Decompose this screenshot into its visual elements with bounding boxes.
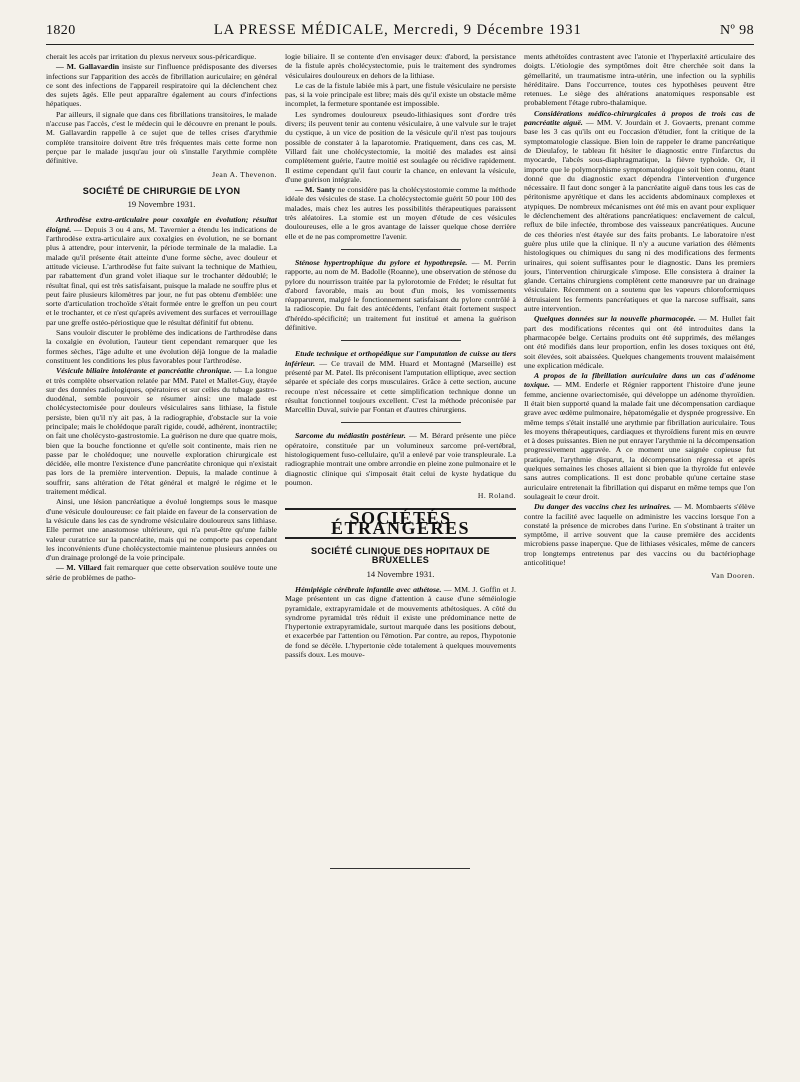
- section-date: 14 Novembre 1931.: [366, 568, 435, 579]
- paragraph-text: ne considère pas la cholécystostomie comme la méthode idéale des vésicules de stase. La cholécystectomie guérit 50 pour 100 des malades, mais chez les autres les possibilités thérapeutiques paraissent très aléatoires. La stomie est un moyen d'étude de ces vésicules douloureuses, elle a le gros avantage de laisser quelque chose derrière elle et de ne pas compromettre l'avenir.: [285, 185, 516, 241]
- article-text: — MM. V. Jourdain et J. Govaerts, prenant comme base les 3 cas qu'ils ont eu l'occasion d'étudier, font la critique de la symptomatologie classique. Bien loin de rappeler le drame pancréatique de Dieulafoy, le tableau fit hésiter le diagnostic entre l'infarctus du myocarde, l'abcès sous-diaphragmatique, la fièvre typhoïde. Or, il importe que le polymorphisme symptomatologique soit bien connu, étant donné que du diagnostic exact dépendra l'intervention d'urgence nécessaire. Il faut donc songer à la pancréatite aiguë dans tous les cas de péritonisme apyrétique et dans les accidents abdominaux complexes et atypiques. De nombreux mécanismes ont été mis en avant pour expliquer le déclenchement des altérations pancréatiques: enclavement de calcul, reflux de bile infectée, thrombose des vaisseaux pancréatiques. Aucune de ces théories n'est étayée sur des faits probants. Le laboratoire n'est guère plus utile que la clinique. Il n'y a aucune variation des éléments histologiques ou chimiques du sang ni des modifications des ferments urinaires, qui soient suffisantes pour le diagnostic. Dans les premiers jours, l'intervention chirurgicale s'impose. Elle consistera à drainer la glande. Certains chirurgiens complètent cette manœuvre par un drainage vésiculaire. Récemment on a soutenu que les vapeurs chloroformiques détruisaient les ferments pancréatiques et que la narcose suffisait, sans autre intervention.: [524, 118, 755, 314]
- paragraph: Le cas de la fistule labiée mis à part, une fistule vésiculaire ne persiste pas, si la voie principale est libre; mais dès qu'il existe un obstacle même incomplet, la fermeture spontanée est impossible.: [285, 80, 516, 109]
- paragraph: Par ailleurs, il signale que dans ces fibrillations transitoires, le malade n'accuse pas l'accès, c'est le médecin qui le découvre en prenant le pouls. M. Gallavardin rappelle à ce sujet que de telles crises d'arythmie complète transitoire doivent être très fréquentes mais cette forme non perçue par le malade jusqu'au jour où s'installe l'arythmie complète définitive.: [46, 109, 277, 166]
- article-title: Etude technique et orthopédique sur l'amputation de cuisse au tiers inférieur.: [285, 349, 516, 368]
- article-title: Arthrodèse extra-articulaire pour coxalgie en évolution; résultat éloigné.: [46, 215, 277, 234]
- article: [285, 349, 516, 414]
- article-text: — Ce travail de MM. Huard et Montagné (Marseille) est présenté par M. Patel. Ils préconisent l'amputation elliptique, avec section séparée et spéciale des corps musculaires. Grâce à cette section, aucune recoupe n'est nécessaire et cette simplification technique donne un résultat fonctionnel toujours excellent. C'est la méthode préconisée par Marcellin Duval, suivie par Fontan et d'autres chirurgiens.: [285, 358, 516, 415]
- section-title: SOCIÉTÉ CLINIQUE DES HOPITAUX DE BRUXELLES: [311, 546, 490, 566]
- paragraph: [46, 62, 277, 108]
- journal-title: LA PRESSE MÉDICALE, Mercredi, 9 Décembre 1931: [213, 22, 582, 38]
- article: [524, 314, 755, 370]
- separator: [341, 249, 461, 250]
- article: [524, 109, 755, 314]
- section-banner: SOCIÉTÉS ÉTRANGÈRES: [285, 508, 516, 539]
- article: [285, 585, 516, 659]
- paragraph: ments athétoïdes contrastent avec l'atonie et l'hyperlaxité articulaire des doigts. L'étiologie des symptômes doit être cherchée soit dans la gémellarité, un traumatisme intra-utérin, une infection ou la syphilis héréditaire. Dans l'occurrence, toutes ces hypothèses peuvent être retenues. Le siège des altérations anatomiques responsable est probablement l'étage rubro-thalamique.: [524, 52, 755, 108]
- article-text: — MM. Enderle et Régnier rapportent l'histoire d'une jeune femme, ancienne ovariectomisée, qui développe un adénome thyroïdien. Il était bien supporté quand la malade fait une décompensation cardiaque grave avec œdème pulmonaire, hépatomégalie et dyspnée progressive. En même temps s'était installé une arythmie par fibrillation auriculaire. Tous les moyens thérapeutiques, cardiaques et thyroïdiens furent mis en œuvre et à doses puissantes. Bien ne put enrayer l'arythmie ni la décompensation progressivement aggravée. A ce moment une saignée copieuse fut pratiquée, l'arythmie disparut, la décompensation régressa et après quelques semaines les choses allaient si bien que la thyroïde fut enlevée sans autres complications. Il est donc probable qu'une certaine stase auriculaire entretenait la fibrillation qui disparut en même temps que l'on soulageait le cœur droit.: [524, 380, 755, 501]
- article-title: Considérations médico-chirurgicales à propos de trois cas de pancréatite aiguë.: [524, 108, 755, 128]
- paragraph: Sans vouloir discuter le problème des indications de l'arthrodèse dans la coxalgie en évolution, l'auteur tient cependant remarquer que les formes sèches, l'âge adulte et une évolution déjà longue de la maladie constituent les conditions les plus favorables pour l'arthrodèse.: [46, 328, 277, 365]
- article: [524, 502, 755, 567]
- speaker-name: — M. Gallavardin: [56, 62, 120, 72]
- column-1: [46, 52, 277, 857]
- paragraph: [285, 185, 516, 241]
- paragraph: Les syndromes douloureux pseudo-lithiasiques sont d'ordre très divers; ils peuvent tenir au contenu vésiculaire, à une valvule sur le trajet du cystique, à un vice de position de la vésicule qu'il n'est pas toujours possible de constater à la laparotomie. Pratiquement, dans ces cas, M. Villard fait une cholécystectomie, la moitié des malades est ainsi complètement guérie, l'autre moitié est soulagée ou récidive rapidement. Il estime cependant qu'il faut courir la chance, en enlevant la vésicule, d'une guérison intégrale.: [285, 109, 516, 184]
- article-title: Quelques données sur la nouvelle pharmacopée.: [534, 314, 696, 324]
- article-text: — MM. J. Goffin et J. Mage présentent un cas digne d'attention à cause d'une séméiologie pyramidale, extrapyramidale et de mouvements athétosiques. A côté du syndrome pyramidal très réduit il existe une prédominance nette de l'hypertonie extrapyramidale, surtout marquée dans les positions debout, et exacerbée par l'attention ou l'émotion. Par contre, au repos, l'hypotonie de fond se décèle. L'hypertonie cède totalement à quelques mouvements passifs doux. Les mouve-: [285, 584, 516, 660]
- separator: [341, 422, 461, 423]
- columns: [46, 52, 756, 857]
- paragraph: cherait les accès par irritation du plexus nerveux sous-péricardique.: [46, 52, 257, 61]
- page-header: [46, 22, 754, 42]
- column-3: [524, 52, 755, 857]
- paragraph: [46, 563, 277, 582]
- page-number: 1820: [46, 23, 76, 38]
- article-title: Vésicule biliaire intolérante et pancréatite chronique.: [56, 366, 232, 376]
- article-title: Sarcome du médiastin postérieur.: [295, 431, 406, 441]
- article: [285, 258, 516, 332]
- article-title: Du danger des vaccins chez les urinaires.: [534, 502, 672, 512]
- article: [285, 431, 516, 487]
- article-text: — La longue et très complète observation relatée par MM. Patel et Mallet-Guy, étayée sur des données radiologiques, opératoires et sur celles du tubage gastro-duodénal, semble pouvoir se résumer ainsi: une malade est cholécystectomisée pour douleurs vésiculaires sans lithiase, la fistule persiste, bien qu'il n'y ait pas, à la radiographie, d'obstacle sur la voie principale; mais le cholédoque paraît rigide, coudé, adhérent, inontractile; on fait une cholécysto-gastrostomie. La guérison ne dure que quatre mois, bien que la bouche fonctionne et qu'elle soit continente, mais rien ne passe par le cholédoque; une nouvelle exploration chirurgicale est décidée, elle montre l'existence d'une pancréatite chronique qui n'existait pas lors de la première intervention. Depuis, la malade continue à souffrir, sans altération de l'état général et malgré le régime et le traitement médical.: [46, 366, 277, 497]
- paragraph: Ainsi, une lésion pancréatique a évolué longtemps sous le masque d'une vésicule douloureuse: ce fait plaide en faveur de la conservation de la vésicule dans les cas de syndrome vésiculaire douloureux sans lithiase. Elle permet une anastomose ultérieure, qui n'a peut-être qu'une faible valeur curatrice sur la pancréatite, mais qui ne comporte pas cependant les inconvénients d'une cholécystectomie maintenue plusieurs années ou d'un drainage prolongé de la voie principale.: [46, 497, 277, 563]
- paragraph: logie biliaire. Il se contente d'en envisager deux: d'abord, la persistance de la fistule après cholécystectomie, puis le traitement des syndromes vésiculaires douloureux en dehors de la lithiase.: [285, 52, 516, 80]
- header-rule: [46, 44, 754, 45]
- section-title: SOCIÉTÉ DE CHIRURGIE DE LYON: [82, 185, 241, 196]
- paragraph-text: insiste sur l'influence prédisposante des diverses infections sur l'apparition des accès de fibrillation auriculaire; en général ce sont des infections de l'appareil respiratoire qui la déclenchent chez des sujets âgés. Elle peut apparaître également au cours d'infections hépatiques.: [46, 62, 277, 109]
- article: [524, 371, 755, 501]
- section-date: 19 Novembre 1931.: [127, 199, 196, 210]
- speaker-name: — M. Santy: [295, 185, 336, 195]
- speaker-name: — M. Villard: [56, 563, 102, 573]
- article-text: — M. Mombaerts s'élève contre la facilité avec laquelle on administre les vaccins lorsque l'on a constaté la présence de microbes dans l'urine. En s'obstinant à traiter un symptôme, il arrive souvent que la cause première des accidents microbiens passe inaperçue. Que de lithiases vésicales, même de cancers trop longtemps entretenus par des vaccins ou du bactériophage anticolitique!: [524, 502, 755, 568]
- article-title: A propos de la fibrillation auriculaire dans un cas d'adénome toxique.: [524, 371, 755, 390]
- separator: [341, 340, 461, 341]
- end-rule: [330, 868, 470, 869]
- author-signature: H. Roland.: [477, 491, 516, 501]
- article-title: Sténose hypertrophique du pylore et hypothrepsie.: [295, 257, 468, 267]
- author-signature: Van Dooren.: [711, 571, 755, 581]
- article-text: — M. Hullet fait part des modifications récentes qui ont été introduites dans la pharmacopée belge. Certains produits ont été supprimés, des mélanges ont été modifiés dans leur proportion, enfin les doses toxiques ont été, soit élevées, soit abaissées. Quelques changements trouvent malaisément une explication médicale.: [524, 314, 755, 370]
- paragraph-text: fait remarquer que cette observation soulève toute une série de problèmes de patho-: [46, 563, 277, 582]
- article-text: — M. Perrin rapporte, au nom de M. Badolle (Roanne), une observation de sténose du pylore du nourrisson traitée par la pylorotomie de Frédet; le résultat fut d'abord favorable, mais au bout d'un mois, les vomissements réapparurent, malgré le fonctionnement satisfaisant du pylore contrôlé à la radioscopie. Du fait des antécédents, l'enfant était fortement suspect d'hérédo-spécificité; un traitement fut institué et amena la guérison définitive.: [285, 257, 516, 333]
- issue-number: Nº 98: [720, 23, 754, 38]
- column-2: [285, 52, 516, 857]
- article-title: Hémiplégie cérébrale infantile avec athétose.: [295, 584, 442, 594]
- author-signature: Jean A. Thevenon.: [212, 169, 277, 179]
- article: [46, 215, 277, 327]
- article-text: — Depuis 3 ou 4 ans, M. Tavernier a étendu les indications de l'arthrodèse extra-articulaire aux coxalgies en évolution, ne se bornant plus à attendre, pour intervenir, la période terminale de la maladie. La malade qu'il présente était atteinte d'une forme sèche, avec douleur et attitude vicieuse. L'arthrodèse fut faite suivant la technique de Mathieu, par rabattement d'un grand volet iliaque sur le trochanter dédoublé; le résultat final, qui est très satisfaisant, puisque la malade ne souffre plus et peut faire plusieurs kilomètres par jour, ne fut pas obtenu d'emblée: une sorte d'articulation trochoïde s'était formée entre le greffon un peu court et le trochanter, et ce n'est qu'après avivement des surfaces et verrouillage par une greffe ostéo-périostique que le résultat définitif fut obtenu.: [46, 224, 277, 327]
- article: [46, 366, 277, 496]
- article-text: — M. Bérard présente une pièce opératoire, constituée par un volumineux sarcome pré-vertébral, histologiquement fuso-cellulaire, qu'il a enlevé par voie transpleurale. La radiographie montrait une ombre arrondie en pleine zone pulmonaire et le diagnostic clinique qui s'imposait était celui de kyste hydatique du poumon.: [285, 431, 516, 487]
